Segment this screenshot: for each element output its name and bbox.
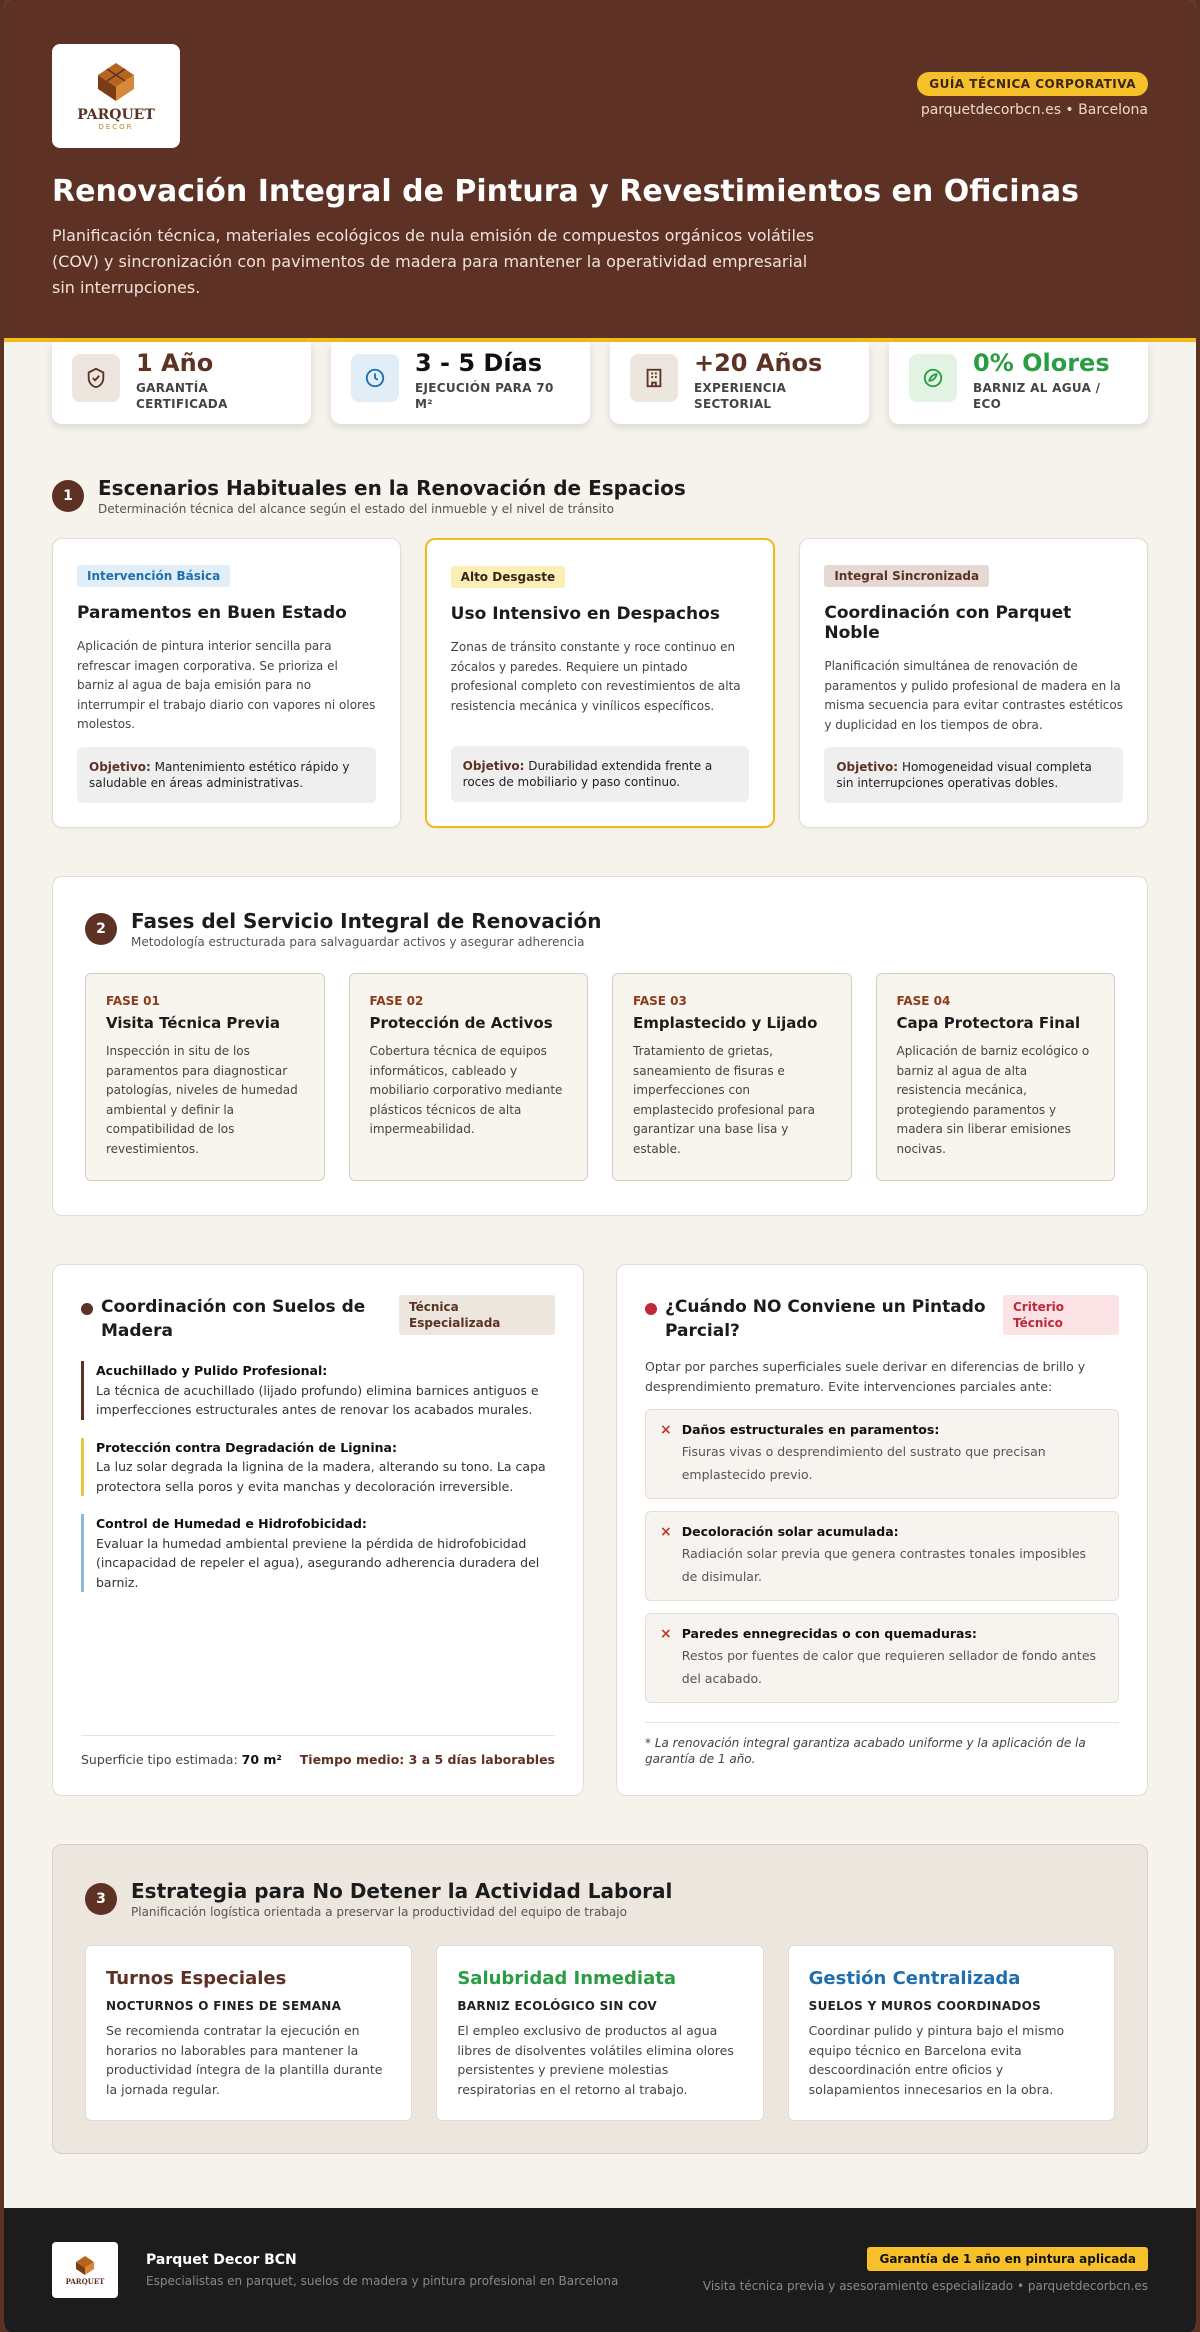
- floor-item-text: La técnica de acuchillado (lijado profundo) elimina barnices antiguos e imperfecciones estructurales antes de renovar los acabados murales.: [96, 1382, 539, 1417]
- section-phases: [52, 876, 1148, 1216]
- surface-label: Superficie tipo estimada:: [81, 1752, 238, 1767]
- section-number: 1: [52, 480, 84, 512]
- scenario-tag: Alto Desgaste: [451, 566, 566, 588]
- section-title: Estrategia para No Detener la Actividad Laboral: [131, 1879, 673, 1903]
- warning-item: [645, 1511, 1119, 1601]
- partial-panel: [616, 1264, 1148, 1796]
- strategy-caption: SUELOS Y MUROS COORDINADOS: [808, 1999, 1042, 2013]
- phase-title: Emplastecido y Lijado: [633, 1014, 818, 1032]
- footer-logo[interactable]: [52, 2242, 118, 2298]
- phase-text: Tratamiento de grietas, saneamiento de fisuras e imperfecciones con emplastecido profesional para garantizar una base lisa y estable.: [633, 1044, 815, 1156]
- footer-meta: [703, 2247, 1148, 2293]
- warning-item: [645, 1409, 1119, 1499]
- stat-value: 1 Año: [136, 349, 214, 377]
- footer-contact-line: Visita técnica previa y asesoramiento especializado • parquetdecorbcn.es: [702, 2279, 1148, 2293]
- logo-sub-text: DECOR: [98, 123, 134, 131]
- phase-title: Protección de Activos: [369, 1014, 553, 1032]
- phase-number: FASE 04: [896, 994, 951, 1008]
- phase-card: [349, 973, 589, 1181]
- floor-item: [81, 1361, 555, 1420]
- scenario-title: Uso Intensivo en Despachos: [450, 604, 720, 624]
- stats-row: [4, 342, 1196, 424]
- section-header: [85, 909, 1115, 949]
- phase-number: FASE 03: [633, 994, 687, 1008]
- floors-panel: [52, 1264, 584, 1796]
- phase-list: [85, 973, 1115, 1181]
- scenario-tag: Integral Sincronizada: [824, 565, 989, 587]
- stat-value: 0% Olores: [973, 349, 1110, 377]
- strategy-card: [85, 1945, 412, 2121]
- phase-number: FASE 01: [106, 994, 160, 1008]
- section-title: Escenarios Habituales en la Renovación de Espacios: [98, 476, 686, 500]
- panel-badge: Técnica Especializada: [399, 1295, 555, 1335]
- warranty-note: * La renovación integral garantiza acabado uniforme y la aplicación de la garantía de 1 año.: [645, 1722, 1119, 1767]
- shield-icon: [72, 354, 120, 402]
- strategy-title: Gestión Centralizada: [808, 1968, 1021, 1989]
- scenario-card: [52, 538, 401, 828]
- panel-header: [645, 1295, 1119, 1343]
- surface-value: 70 m²: [241, 1752, 282, 1767]
- strategy-cards: [85, 1945, 1115, 2121]
- stat-card-execution: [331, 342, 590, 424]
- info-panels: [52, 1264, 1148, 1796]
- warning-title: Paredes ennegrecidas o con quemaduras:: [681, 1626, 977, 1641]
- floor-item: [81, 1438, 555, 1497]
- phase-text: Aplicación de barniz ecológico o barniz al agua de alta resistencia mecánica, protegiendo paramentos y madera sin liberar emisiones nocivas.: [896, 1044, 1090, 1156]
- phase-text: Inspección in situ de los paramentos para diagnosticar patologías, niveles de humedad ambiental y definir la compatibilidad de los revestimientos.: [106, 1044, 298, 1156]
- stat-label: EJECUCIÓN PARA 70 M²: [415, 381, 554, 411]
- strategy-text: Coordinar pulido y pintura bajo el mismo equipo técnico en Barcelona evita descoordinación entre oficios y solapamientos innecesarios en la obra.: [808, 2023, 1065, 2097]
- panel-title: Coordinación con Suelos de Madera: [101, 1297, 366, 1341]
- floor-items: [81, 1361, 555, 1592]
- scenario-text: Planificación simultánea de renovación de paramentos y pulido profesional de madera en la misma secuencia para evitar contrastes estéticos y duplicidad en los tiempos de obra.: [824, 659, 1123, 732]
- scenario-objective: [77, 747, 376, 803]
- panel-badge: Criterio Técnico: [1003, 1295, 1119, 1335]
- strategy-text: El empleo exclusivo de productos al agua libres de disolventes volátiles elimina olores persistentes y previene molestias respiratorias en el retorno al trabajo.: [457, 2023, 734, 2097]
- scenario-text: Aplicación de pintura interior sencilla para refrescar imagen corporativa. Se prioriza el barniz al agua de baja emisión para no interrumpir el trabajo diario con vapores ni olores molestos.: [77, 639, 376, 731]
- phase-number: FASE 02: [369, 994, 424, 1008]
- panel-header: [81, 1295, 555, 1343]
- footer-brand: [146, 2252, 618, 2288]
- stat-card-experience: [610, 342, 869, 424]
- bullet-dot-icon: [81, 1303, 93, 1315]
- stat-value: 3 - 5 Días: [415, 349, 543, 377]
- phase-title: Visita Técnica Previa: [106, 1014, 281, 1032]
- objective-label: Objetivo:: [462, 759, 525, 773]
- objective-text: Durabilidad extendida frente a roces de mobiliario y paso continuo.: [462, 759, 713, 789]
- objective-label: Objetivo:: [89, 760, 151, 774]
- scenario-cards: [52, 538, 1148, 828]
- scenario-title: Coordinación con Parquet Noble: [824, 603, 1072, 643]
- close-icon: ×: [660, 1422, 672, 1438]
- stat-label: EXPERIENCIA SECTORIAL: [694, 381, 787, 411]
- warning-title: Decoloración solar acumulada:: [681, 1524, 899, 1539]
- strategy-card: [788, 1945, 1115, 2121]
- warranty-badge: Garantía de 1 año en pintura aplicada: [867, 2247, 1148, 2271]
- page-footer: [4, 2208, 1196, 2332]
- objective-label: Objetivo:: [836, 760, 899, 774]
- section-number: 3: [85, 1883, 117, 1915]
- stat-value: +20 Años: [694, 349, 823, 377]
- surface-estimate: [81, 1752, 282, 1767]
- clock-icon: [351, 354, 399, 402]
- stat-label: BARNIZ AL AGUA / ECO: [973, 381, 1101, 411]
- strategy-caption: BARNIZ ECOLÓGICO SIN COV: [457, 1999, 658, 2013]
- building-icon: [630, 354, 678, 402]
- page-title: Renovación Integral de Pintura y Revestimientos en Oficinas: [52, 174, 1079, 209]
- strategy-caption: NOCTURNOS O FINES DE SEMANA: [106, 1999, 342, 2013]
- bullet-dot-icon: [645, 1303, 657, 1315]
- scenario-card-highlighted: [425, 538, 776, 828]
- floor-item: [81, 1514, 555, 1592]
- phase-card: [85, 973, 325, 1181]
- close-icon: ×: [660, 1626, 672, 1642]
- parquet-logo-icon: [90, 61, 142, 105]
- parquet-logo-icon: [72, 2255, 98, 2277]
- phase-card: [612, 973, 852, 1181]
- warning-item: [645, 1613, 1119, 1703]
- strategy-text: Se recomienda contratar la ejecución en horarios no laborables para mantener la productividad íntegra de la plantilla durante la jornada regular.: [106, 2023, 383, 2097]
- footer-logo-text: PARQUET: [65, 2276, 105, 2286]
- hero-header: [4, 0, 1196, 342]
- page-description: Planificación técnica, materiales ecológicos de nula emisión de compuestos orgánicos volátiles (COV) y sincronización con pavimentos de madera para mantener la operatividad empresarial sin interrupciones.: [52, 226, 815, 297]
- objective-text: Homogeneidad visual completa sin interrupciones operativas dobles.: [836, 760, 1092, 790]
- warning-text: Radiación solar previa que genera contrastes tonales imposibles de disimular.: [681, 1546, 1087, 1584]
- panel-title: ¿Cuándo NO Conviene un Pintado Parcial?: [665, 1297, 986, 1341]
- phase-title: Capa Protectora Final: [896, 1014, 1081, 1032]
- floor-item-text: La luz solar degrada la lignina de la madera, alterando su tono. La capa protectora sella poros y evita manchas y decoloración irreversible.: [96, 1459, 546, 1494]
- floor-item-title: Acuchillado y Pulido Profesional:: [96, 1363, 328, 1378]
- scenario-objective: [451, 746, 750, 802]
- site-location: parquetdecorbcn.es • Barcelona: [920, 102, 1148, 118]
- scenario-card: [799, 538, 1148, 828]
- strategy-title: Turnos Especiales: [106, 1968, 287, 1989]
- hero-meta: [917, 72, 1148, 118]
- warning-text: Fisuras vivas o desprendimiento del sustrato que precisan emplastecido previo.: [681, 1444, 1046, 1482]
- scenario-text: Zonas de tránsito constante y roce continuo en zócalos y paredes. Requiere un pintado profesional completo con revestimientos de alta resistencia mecánica y vinílicos específicos.: [450, 640, 741, 713]
- objective-text: Mantenimiento estético rápido y saludable en áreas administrativas.: [89, 760, 350, 790]
- partial-intro: Optar por parches superficiales suele derivar en diferencias de brillo y desprendimiento prematuro. Evite intervenciones parciales ante:: [645, 1359, 1086, 1394]
- strategy-title: Salubridad Inmediata: [457, 1968, 676, 1989]
- close-icon: ×: [660, 1524, 672, 1540]
- section-subtitle: Planificación logística orientada a preservar la productividad del equipo de trabajo: [131, 1905, 627, 1919]
- stat-card-odors: [889, 342, 1148, 424]
- section-subtitle: Determinación técnica del alcance según el estado del inmueble y el nivel de tránsito: [98, 502, 614, 516]
- leaf-icon: [909, 354, 957, 402]
- floor-item-text: Evaluar la humedad ambiental previene la pérdida de hidrofobicidad (incapacidad de repeler el agua), asegurando adherencia duradera del barniz.: [96, 1535, 540, 1590]
- stat-label: GARANTÍA CERTIFICADA: [136, 381, 228, 411]
- footer-company-name: Parquet Decor BCN: [146, 2252, 297, 2268]
- warning-title: Daños estructurales en paramentos:: [681, 1422, 940, 1437]
- section-scenarios: [4, 424, 1196, 828]
- section-strategy: [52, 1844, 1148, 2154]
- company-logo[interactable]: [52, 44, 180, 148]
- section-title: Fases del Servicio Integral de Renovación: [131, 909, 602, 933]
- average-time: Tiempo medio: 3 a 5 días laborables: [299, 1752, 555, 1767]
- section-number: 2: [85, 913, 117, 945]
- phase-card: [876, 973, 1116, 1181]
- stat-card-warranty: [52, 342, 311, 424]
- floor-item-title: Protección contra Degradación de Lignina:: [96, 1439, 397, 1455]
- section-subtitle: Metodología estructurada para salvaguardar activos y asegurar adherencia: [131, 935, 585, 949]
- section-header: [85, 1879, 1115, 1919]
- warning-text: Restos por fuentes de calor que requieren sellador de fondo antes del acabado.: [681, 1648, 1097, 1686]
- phase-text: Cobertura técnica de equipos informáticos, cableado y mobiliario corporativo mediante plásticos técnicos de alta impermeabilidad.: [369, 1044, 563, 1136]
- logo-brand-text: PARQUET: [77, 107, 155, 123]
- guide-badge: GUÍA TÉCNICA CORPORATIVA: [917, 72, 1148, 96]
- strategy-card: [436, 1945, 763, 2121]
- floor-item-title: Control de Humedad e Hidrofobicidad:: [96, 1516, 367, 1531]
- panel-footer: [81, 1735, 555, 1767]
- footer-tagline: Especialistas en parquet, suelos de madera y pintura profesional en Barcelona: [146, 2274, 619, 2288]
- section-header: [52, 476, 1148, 516]
- scenario-tag: Intervención Básica: [77, 565, 230, 587]
- scenario-title: Paramentos en Buen Estado: [77, 603, 347, 623]
- scenario-objective: [824, 747, 1123, 803]
